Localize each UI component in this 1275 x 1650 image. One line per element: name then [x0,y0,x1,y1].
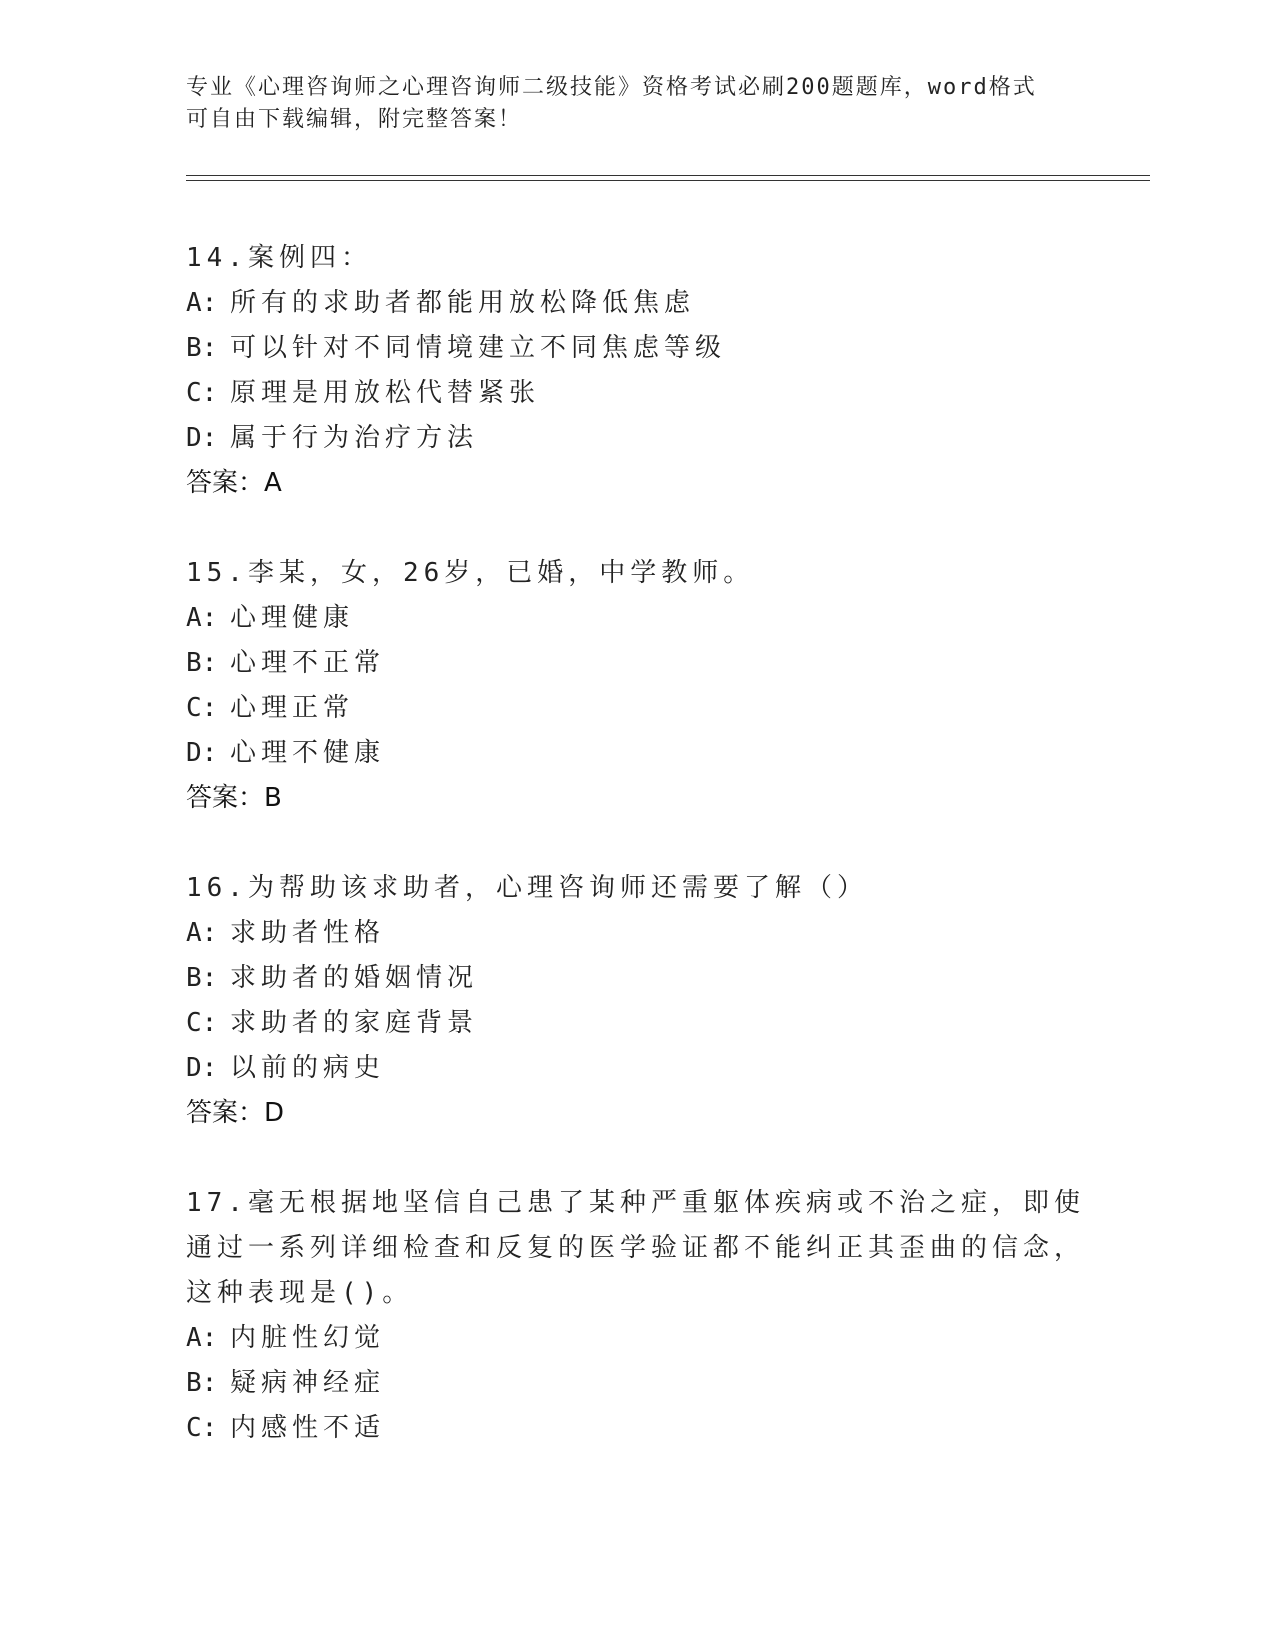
question-stem: 14.案例四： [186,243,372,273]
option-text: 心理健康 [230,603,355,633]
option-d [186,731,1086,776]
option-d [186,1046,1086,1091]
question-stem: 16.为帮助该求助者，心理咨询师还需要了解（） [186,873,868,903]
option-c [186,686,1086,731]
option-letter: B: [186,648,218,678]
option-text: 心理正常 [230,693,355,723]
option-text: 心理不正常 [230,648,386,678]
option-letter: B: [186,333,218,363]
option-text: 求助者的家庭背景 [230,1008,479,1038]
option-letter: C: [186,693,218,723]
question-16 [186,866,1086,1136]
option-text: 所有的求助者都能用放松降低焦虑 [230,288,696,318]
option-letter: D: [186,1053,218,1083]
document-header [186,72,1066,136]
question-14 [186,236,1086,506]
question-list [186,236,1086,1496]
option-b [186,326,1086,371]
option-letter: C: [186,1413,218,1443]
option-letter: C: [186,1008,218,1038]
option-a [186,1316,1086,1361]
header-line-1: 专业《心理咨询师之心理咨询师二级技能》资格考试必刷200题题库，word格式 [186,75,1037,100]
question-stem: 17.毫无根据地坚信自己患了某种严重躯体疾病或不治之症，即使通过一系列详细检查和反复的医学验证都不能纠正其歪曲的信念，这种表现是()。 [186,1188,1086,1308]
option-a [186,281,1086,326]
answer-line: 答案：A [186,468,282,498]
option-text: 内感性不适 [230,1413,386,1443]
option-c [186,1406,1086,1451]
option-text: 求助者性格 [230,918,386,948]
option-c [186,1001,1086,1046]
option-d [186,416,1086,461]
option-text: 内脏性幻觉 [230,1323,386,1353]
answer-line: 答案：B [186,783,282,813]
option-b [186,1361,1086,1406]
option-letter: A: [186,918,218,948]
question-17 [186,1181,1086,1451]
option-text: 心理不健康 [230,738,386,768]
option-letter: A: [186,1323,218,1353]
option-text: 原理是用放松代替紧张 [230,378,541,408]
header-line-2: 可自由下载编辑，附完整答案！ [186,107,523,132]
question-stem: 15.李某，女，26岁，已婚，中学教师。 [186,558,755,588]
option-letter: B: [186,963,218,993]
option-c [186,371,1086,416]
option-letter: D: [186,423,218,453]
option-letter: B: [186,1368,218,1398]
option-a [186,911,1086,956]
option-b [186,641,1086,686]
option-text: 以前的病史 [230,1053,386,1083]
option-letter: C: [186,378,218,408]
option-b [186,956,1086,1001]
option-letter: A: [186,288,218,318]
option-text: 属于行为治疗方法 [230,423,479,453]
header-divider-top [186,175,1150,176]
answer-line: 答案：D [186,1098,285,1128]
option-text: 可以针对不同情境建立不同焦虑等级 [230,333,727,363]
option-a [186,596,1086,641]
option-letter: A: [186,603,218,633]
option-letter: D: [186,738,218,768]
header-divider-bottom [186,180,1150,181]
option-text: 求助者的婚姻情况 [230,963,479,993]
question-15 [186,551,1086,821]
option-text: 疑病神经症 [230,1368,386,1398]
